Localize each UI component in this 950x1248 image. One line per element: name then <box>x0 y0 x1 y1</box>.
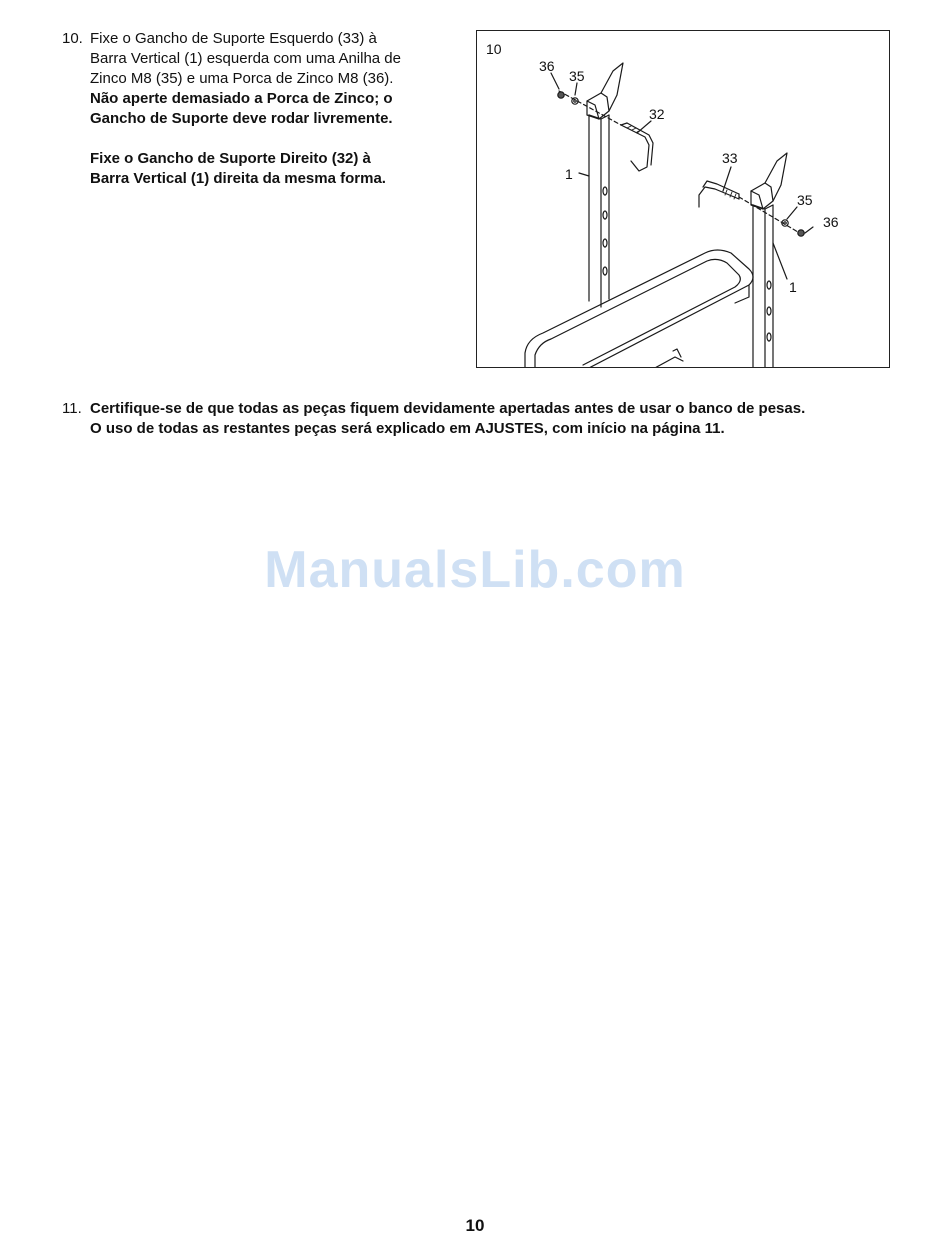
warning-line: Gancho de Suporte deve rodar livremente. <box>90 110 393 127</box>
step-number: 10. <box>62 30 83 47</box>
instruction-line: Certifique-se de que todas as peças fiquem devidamente apertadas antes de usar o banco de pesas. <box>90 400 806 417</box>
left-upright-tube-drawing <box>589 115 609 307</box>
instruction-line: Barra Vertical (1) esquerda com uma Anilha de <box>90 50 401 67</box>
callout-33: 33 <box>722 150 738 166</box>
warning-line: Não aperte demasiado a Porca de Zinco; o <box>90 90 393 107</box>
figure-step-label: 10 <box>486 41 502 57</box>
left-bracket-drawing <box>587 63 623 119</box>
support-hook-33-drawing <box>699 181 739 207</box>
callout-1-right: 1 <box>789 279 797 295</box>
step-number: 11. <box>62 400 82 417</box>
nut-36-left-drawing <box>558 92 564 98</box>
watermark: ManualsLib.com <box>264 541 686 599</box>
step-text <box>90 399 902 439</box>
assembly-figure <box>476 30 890 368</box>
bench-pad-drawing <box>525 250 753 368</box>
nut-36-right-drawing <box>798 230 804 236</box>
right-upright-tube-drawing <box>753 205 773 368</box>
page-number: 10 <box>465 1216 485 1235</box>
instruction-line: Fixe o Gancho de Suporte Esquerdo (33) à <box>90 30 377 47</box>
callout-1-left: 1 <box>565 166 573 182</box>
callout-35-left: 35 <box>569 68 585 84</box>
instruction-line: Fixe o Gancho de Suporte Direito (32) à <box>90 150 371 167</box>
step-text <box>90 29 452 189</box>
callout-35-right: 35 <box>797 192 813 208</box>
instruction-line: Barra Vertical (1) direita da mesma forma. <box>90 170 386 187</box>
assembly-illustration <box>477 31 890 368</box>
callout-36-left: 36 <box>539 58 555 74</box>
right-bracket-drawing <box>751 153 787 209</box>
callout-36-right: 36 <box>823 214 839 230</box>
support-hook-32-drawing <box>621 123 653 171</box>
callout-32: 32 <box>649 106 665 122</box>
instruction-line: O uso de todas as restantes peças será explicado em AJUSTES, com início na página 11. <box>90 420 725 437</box>
instruction-line: Zinco M8 (35) e uma Porca de Zinco M8 (36). <box>90 70 394 87</box>
